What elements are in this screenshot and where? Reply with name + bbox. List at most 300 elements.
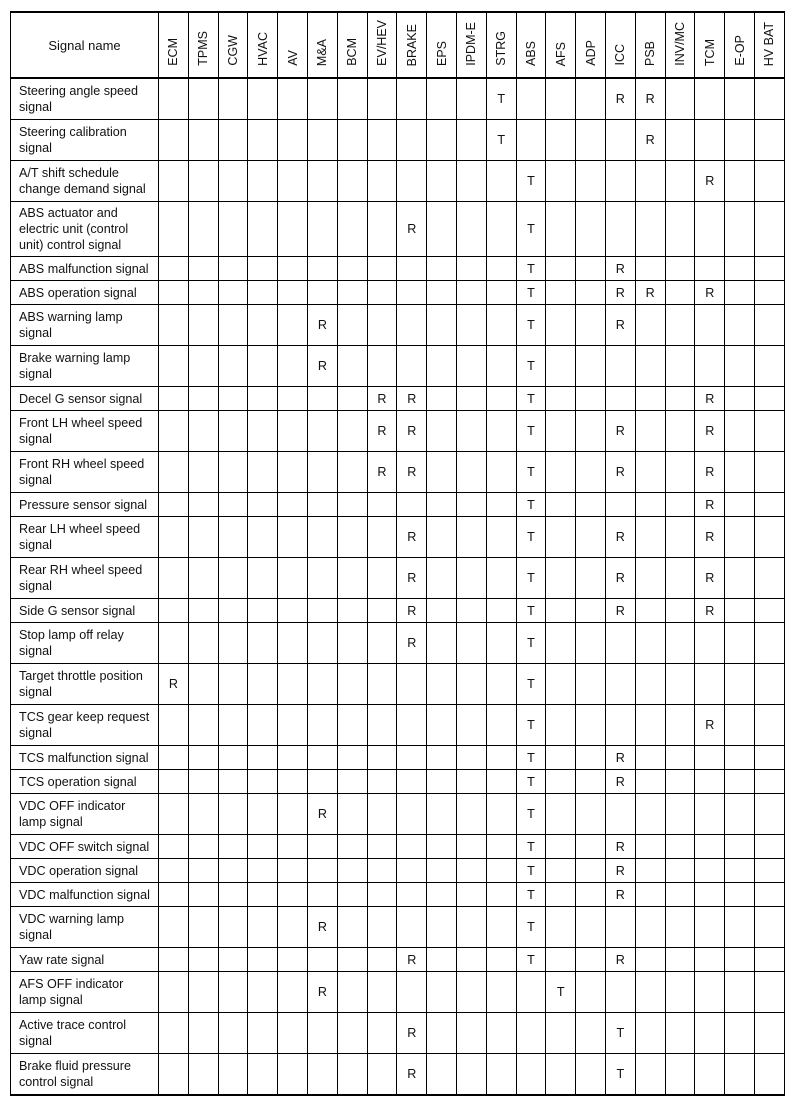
signal-cell [159,859,189,883]
signal-name: TCS operation signal [11,770,159,794]
signal-cell [576,281,606,305]
signal-cell: T [516,859,546,883]
signal-cell [456,599,486,623]
column-header-label: EPS [434,40,449,66]
signal-cell [546,1054,576,1096]
signal-cell [278,281,308,305]
signal-name: VDC malfunction signal [11,883,159,907]
signal-cell [307,948,337,972]
signal-cell [188,835,218,859]
signal-cell [397,664,427,705]
signal-cell [695,664,725,705]
signal-cell [188,305,218,346]
signal-cell [218,599,248,623]
signal-cell [427,558,457,599]
signal-cell [427,948,457,972]
table-row [11,835,785,859]
signal-cell [486,346,516,387]
signal-cell: T [486,78,516,120]
signal-cell: R [159,664,189,705]
signal-cell: R [695,599,725,623]
signal-cell [546,907,576,948]
signal-cell [397,161,427,202]
signal-cell [159,972,189,1013]
signal-cell [486,387,516,411]
signal-cell: R [695,281,725,305]
signal-cell [754,664,784,705]
signal-cell: R [397,202,427,257]
signal-cell [159,907,189,948]
signal-cell [159,346,189,387]
signal-cell [725,161,755,202]
signal-cell [456,78,486,120]
signal-cell [427,705,457,746]
signal-cell [754,387,784,411]
signal-cell [725,558,755,599]
signal-cell [218,972,248,1013]
signal-cell [218,558,248,599]
signal-cell [307,558,337,599]
signal-cell [486,883,516,907]
signal-cell [159,835,189,859]
signal-cell [218,411,248,452]
signal-cell: R [695,558,725,599]
signal-cell [278,835,308,859]
signal-cell [278,452,308,493]
signal-cell [635,794,665,835]
signal-cell: R [605,599,635,623]
signal-cell [159,794,189,835]
signal-cell: T [516,305,546,346]
signal-cell [725,120,755,161]
signal-cell [367,558,397,599]
signal-cell [725,907,755,948]
signal-cell [159,202,189,257]
signal-cell [307,493,337,517]
signal-cell [754,746,784,770]
signal-cell [576,705,606,746]
signal-cell [635,883,665,907]
signal-name: Target throttle position signal [11,664,159,705]
signal-cell [248,517,278,558]
column-header [307,12,337,78]
signal-name: Active trace control signal [11,1013,159,1054]
signal-cell: R [605,948,635,972]
signal-cell [576,835,606,859]
signal-cell [427,120,457,161]
signal-cell [427,493,457,517]
signal-cell [725,883,755,907]
signal-cell [695,623,725,664]
signal-cell [278,623,308,664]
signal-cell: R [605,746,635,770]
signal-cell [367,664,397,705]
signal-cell [754,346,784,387]
signal-cell [427,907,457,948]
signal-cell [576,257,606,281]
signal-cell [695,746,725,770]
signal-cell [218,835,248,859]
signal-name: TCS gear keep request signal [11,705,159,746]
signal-cell [665,202,695,257]
signal-cell [456,305,486,346]
table-row [11,1054,785,1096]
signal-cell [337,746,367,770]
signal-cell: R [695,493,725,517]
signal-name: Front LH wheel speed signal [11,411,159,452]
signal-cell [367,161,397,202]
signal-cell [695,859,725,883]
signal-cell [754,517,784,558]
signal-cell: R [605,517,635,558]
signal-cell [159,120,189,161]
signal-cell [546,78,576,120]
signal-cell [754,1013,784,1054]
signal-name: Steering angle speed signal [11,78,159,120]
signal-cell [307,452,337,493]
signal-cell [695,305,725,346]
signal-cell [248,281,278,305]
signal-cell: R [307,907,337,948]
signal-cell [278,859,308,883]
signal-cell [486,599,516,623]
signal-cell: T [516,411,546,452]
signal-cell [337,78,367,120]
signal-name: A/T shift schedule change demand signal [11,161,159,202]
signal-cell [456,746,486,770]
signal-cell [576,907,606,948]
signal-cell [427,517,457,558]
signal-cell [665,835,695,859]
signal-cell [665,517,695,558]
signal-cell [278,493,308,517]
signal-cell [695,835,725,859]
signal-cell [159,411,189,452]
signal-cell [307,411,337,452]
signal-cell [307,859,337,883]
signal-cell: R [605,883,635,907]
signal-cell: T [516,746,546,770]
signal-cell [695,202,725,257]
signal-cell [218,948,248,972]
signal-cell [159,770,189,794]
signal-cell [397,883,427,907]
signal-cell: T [516,346,546,387]
signal-cell [635,257,665,281]
signal-cell [278,948,308,972]
signal-cell [576,161,606,202]
signal-cell [278,411,308,452]
signal-cell [576,558,606,599]
signal-cell [307,599,337,623]
signal-cell [665,883,695,907]
signal-cell: R [397,411,427,452]
signal-cell [546,202,576,257]
signal-cell [337,493,367,517]
signal-cell [397,305,427,346]
signal-cell [605,346,635,387]
signal-cell [159,1054,189,1096]
signal-cell [367,948,397,972]
column-header-label: AFS [553,41,568,66]
table-row [11,770,785,794]
signal-name: Decel G sensor signal [11,387,159,411]
signal-cell [635,202,665,257]
signal-name: ABS operation signal [11,281,159,305]
signal-cell [218,1013,248,1054]
signal-cell [665,493,695,517]
signal-cell: R [367,411,397,452]
signal-cell [218,202,248,257]
signal-cell: T [605,1013,635,1054]
signal-cell [576,387,606,411]
signal-cell [456,1013,486,1054]
signal-cell [307,387,337,411]
signal-cell [188,257,218,281]
signal-cell [218,493,248,517]
signal-cell [486,907,516,948]
signal-cell [725,493,755,517]
signal-cell [486,705,516,746]
signal-cell [635,161,665,202]
signal-cell [248,493,278,517]
signal-cell: R [695,517,725,558]
signal-cell [635,1054,665,1096]
signal-cell: T [516,558,546,599]
signal-cell: R [605,281,635,305]
signal-cell [159,305,189,346]
column-header-label: HV BAT [762,21,777,66]
signal-cell [278,883,308,907]
signal-cell [456,770,486,794]
signal-cell [605,120,635,161]
signal-cell: R [695,705,725,746]
signal-cell [725,78,755,120]
signal-cell [456,972,486,1013]
signal-cell [635,835,665,859]
signal-cell [665,305,695,346]
signal-cell [248,346,278,387]
signal-cell [456,257,486,281]
signal-cell [218,770,248,794]
signal-cell [307,770,337,794]
signal-cell [605,794,635,835]
signal-cell [576,305,606,346]
signal-cell: T [516,517,546,558]
signal-cell [605,907,635,948]
signal-cell [159,257,189,281]
signal-cell [218,257,248,281]
signal-cell [427,305,457,346]
column-header-label: ICC [613,44,628,66]
signal-cell [725,346,755,387]
signal-cell [188,907,218,948]
signal-cell [546,281,576,305]
signal-cell [337,705,367,746]
signal-cell [576,599,606,623]
signal-cell [397,835,427,859]
signal-cell: T [516,387,546,411]
signal-cell: T [516,794,546,835]
signal-cell [754,452,784,493]
signal-cell [576,411,606,452]
signal-cell [188,599,218,623]
signal-name: AFS OFF indicator lamp signal [11,972,159,1013]
signal-cell [635,746,665,770]
table-row [11,305,785,346]
signal-cell [576,78,606,120]
signal-cell [337,907,367,948]
signal-cell [754,411,784,452]
signal-cell [397,859,427,883]
signal-cell [546,161,576,202]
signal-cell [278,202,308,257]
signal-cell [248,746,278,770]
signal-cell: R [605,859,635,883]
signal-cell [248,664,278,705]
signal-cell [188,746,218,770]
signal-name: Side G sensor signal [11,599,159,623]
column-header [725,12,755,78]
signal-name: TCS malfunction signal [11,746,159,770]
table-row [11,411,785,452]
signal-cell [546,517,576,558]
signal-cell [725,664,755,705]
signal-cell [159,161,189,202]
signal-cell [248,859,278,883]
signal-cell [397,770,427,794]
signal-cell [188,517,218,558]
signal-cell [456,120,486,161]
signal-cell [456,883,486,907]
signal-cell [337,517,367,558]
signal-cell [665,558,695,599]
signal-cell [248,705,278,746]
signal-cell [397,794,427,835]
signal-cell: R [367,387,397,411]
signal-cell [248,411,278,452]
column-header [248,12,278,78]
signal-name: VDC warning lamp signal [11,907,159,948]
signal-cell [516,78,546,120]
column-header [546,12,576,78]
signal-cell [159,281,189,305]
signal-cell [307,835,337,859]
signal-cell [725,202,755,257]
signal-cell [159,599,189,623]
signal-cell [486,257,516,281]
signal-cell [546,120,576,161]
signal-cell [635,664,665,705]
signal-name: Rear LH wheel speed signal [11,517,159,558]
signal-table-container [10,11,785,1096]
signal-cell: R [367,452,397,493]
signal-cell [754,794,784,835]
signal-cell [725,411,755,452]
signal-cell [546,305,576,346]
signal-cell [307,1054,337,1096]
signal-cell [456,161,486,202]
signal-cell [516,120,546,161]
signal-cell [546,794,576,835]
signal-cell [754,770,784,794]
signal-cell [188,387,218,411]
column-header [218,12,248,78]
table-row [11,705,785,746]
signal-cell [635,346,665,387]
signal-cell [367,972,397,1013]
signal-cell [605,664,635,705]
signal-cell [725,746,755,770]
signal-cell [665,161,695,202]
signal-cell [486,794,516,835]
signal-cell [307,202,337,257]
table-row [11,623,785,664]
signal-cell [427,411,457,452]
signal-cell [278,120,308,161]
signal-cell: T [516,948,546,972]
column-header [188,12,218,78]
signal-cell: R [635,78,665,120]
signal-cell [754,705,784,746]
signal-cell [337,1013,367,1054]
signal-cell [665,794,695,835]
signal-cell: R [397,1054,427,1096]
signal-cell [307,257,337,281]
signal-cell [635,305,665,346]
signal-cell [576,746,606,770]
signal-cell [188,859,218,883]
signal-cell [367,202,397,257]
signal-cell [278,1054,308,1096]
signal-cell: R [605,305,635,346]
signal-cell: R [397,517,427,558]
signal-cell [159,883,189,907]
signal-cell [725,517,755,558]
signal-cell [695,78,725,120]
signal-name: Brake fluid pressure control signal [11,1054,159,1096]
signal-cell: T [516,835,546,859]
table-row [11,346,785,387]
signal-cell [665,1013,695,1054]
signal-cell: T [516,202,546,257]
column-header [695,12,725,78]
signal-cell [546,664,576,705]
signal-cell [456,387,486,411]
signal-cell [218,883,248,907]
signal-cell [546,948,576,972]
signal-cell [754,883,784,907]
signal-cell [248,558,278,599]
signal-cell [248,78,278,120]
signal-cell [576,1054,606,1096]
signal-cell [278,972,308,1013]
signal-cell [218,623,248,664]
signal-cell [427,202,457,257]
signal-cell [307,281,337,305]
signal-name-header: Signal name [11,12,159,78]
column-header [516,12,546,78]
signal-cell [218,161,248,202]
signal-cell [159,1013,189,1054]
signal-cell [218,859,248,883]
signal-cell [546,859,576,883]
signal-cell: T [486,120,516,161]
signal-cell [754,257,784,281]
signal-cell [456,907,486,948]
signal-cell [427,387,457,411]
signal-cell [188,623,218,664]
